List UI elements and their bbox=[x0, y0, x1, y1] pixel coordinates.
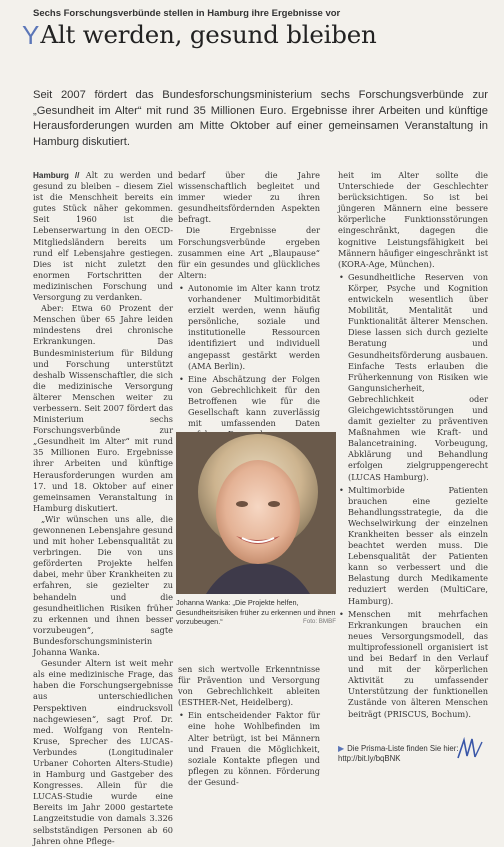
col1-paragraph-2: Aber: Etwa 60 Prozent der Menschen über 65 Jahre leiden mindestens drei chronische Erkrankungen. Das Bundesministerium für Bildung und Forschung unterstützt deshalb Wissenschaftler, die sich die medizinische Versorgung älterer Menschen weiter zu verbessern. Seit 2007 fördert das Ministerium sechs Forschungsverbünde zur „Gesundheit im Alter“ mit rund 35 Millionen Euro. Ergebnisse ihrer Arbeiten und künftige Herausforderungen wurden am 17. und 18. Oktober auf einer gemeinsamen Veranstaltung in Hamburg diskutiert. bbox=[33, 303, 173, 513]
dateline: Hamburg // bbox=[33, 171, 80, 180]
caption-text: Johanna Wanka: „Die Projekte helfen, Gesundheitsrisiken früher zu erkennen und ihnen vorzubeugen.“ bbox=[176, 598, 336, 626]
col2b-list bbox=[178, 710, 320, 788]
section-mark-icon: Y bbox=[22, 20, 40, 50]
col2b-paragraph-1: sen sich wertvolle Erkenntnisse für Prävention und Versorgung von Gebrechlichkeit ableiten (ESTHER-Net, Heidelberg). bbox=[178, 664, 320, 708]
list-item: • Autonomie im Alter kann trotz vorhandener Multimorbidität erzielt werden, wenn häufig persönliche, soziale und institutionelle Ressourcen identifiziert und individuell angepasst gestärkt werden (AMA Berlin). bbox=[188, 283, 320, 372]
col3-paragraph-1: heit im Alter sollte die Unterschiede der Geschlechter berücksichtigen. So ist bei jüngeren Männern eine bessere körperliche Funktionsstörungen eingeschränkt, dagegen die kognitive Leistungsfähigkeit bei Männern häufiger eingeschränkt ist (KORA-Age, München). bbox=[338, 170, 488, 269]
col1-text-1: Alt zu werden und gesund zu bleiben – diesem Ziel ist die Menschheit bereits ein gutes Stück näher gekommen. Seit 1960 ist die Lebenserwartung in den OECD-Mitgliedsländern bereits um rund elf Lebensjahre gestiegen. Dies ist nicht zuletzt den enormen Fortschritten der medizinischen Forschung und Versorgung zu verdanken. bbox=[33, 170, 174, 303]
col1-paragraph-3: „Wir wünschen uns alle, die gewonnenen Lebensjahre gesund und mit hoher Lebensqualität zu verbringen. Die von uns geförderten Projekte helfen dabei, mehr über Krankheiten zu erfahren, sie gezielter zu behandeln und die gesundheitlichen Risiken früher zu erkennen und ihnen besser vorzubeugen“, sagte Bundesforschungsministerin Johanna Wanka. bbox=[33, 513, 173, 658]
col3-list bbox=[338, 272, 488, 720]
col2-paragraph-2: Die Ergebnisse der Forschungsverbünde ergeben zusammen eine Art „Blaupause“ für ein gesundes und glückliches Altern: bbox=[178, 225, 320, 280]
signature-icon bbox=[455, 736, 485, 762]
col2-paragraph-1: bedarf über die Jahre wissenschaftlich begleitet und immer wieder zu ihren gesundheitsfördernden Aspekten befragt. bbox=[178, 170, 320, 225]
photo-caption bbox=[176, 598, 336, 627]
list-item: • Ein entscheidender Faktor für eine hohe Wohlbefinden im Alter betrügt, ist bei Männern und Frauen die Möglichkeit, soziale Kontakte pflegen und pflegen zu können. Förderung der Gesund- bbox=[188, 710, 320, 788]
column-1 bbox=[33, 170, 173, 847]
arrow-right-icon: ▶ bbox=[338, 744, 345, 753]
list-item: • Multimorbide Patienten brauchen eine gezielte Behandlungsstrategie, da die Wechselwirkung der einzelnen Krankheiten besser als einzeln beachtet werden muss. Die Lebensqualität der Patienten kann so verbessert und die Belastung durch Medikamente reduziert werden (MultiCare, Hamburg). bbox=[348, 485, 488, 607]
lead-paragraph: Seit 2007 fördert das Bundesforschungsministerium sechs Forschungsverbünde zur „Gesundheit im Alter“ mit rund 35 Millionen Euro. Ergebnisse ihrer Arbeiten und künftige Herausforderungen wurden am Mitte Oktober auf einer gemeinsamen Veranstaltung in Hamburg diskutiert. bbox=[33, 89, 488, 148]
column-3 bbox=[338, 170, 488, 722]
kicker: Sechs Forschungsverbünde stellen in Hamburg ihre Ergebnisse vor bbox=[33, 8, 341, 19]
col1-paragraph-4: Gesunder Altern ist weit mehr als eine medizinische Frage, das haben die Forschungsergebnisse aus unterschiedlichen Perspektiven eindrucksvoll nachgewiesen“, sagt Prof. Dr. med. Wolfgang von Renteln-Kruse, Sprecher des LUCAS-Verbundes (Longitudinaler Urbaner Cohorten Alters-Studie) in Hamburg und Gastgeber des Kongresses. Allein für die LUCAS-Studie wurde eine Bereits im Jahr 2000 gestartete Langzeitstudie von damals 3.326 selbstständigen Personen ab 60 Jahren ohne Pflege- bbox=[33, 658, 173, 846]
portrait-photo bbox=[176, 432, 336, 594]
list-item: • Eine Abschätzung der Folgen von Gebrechlichkeit für den Betroffenen wie für die Gesellschaft kann zuverlässig mit umfassenden Daten bbox=[188, 374, 320, 441]
column-2-continued bbox=[178, 664, 320, 788]
list-item: • Gesundheitliche Reserven von Körper, Psyche und Kognition entwickeln wesentlich über Mobilität, Mentalität und Funktionalität älterer Menschen. Diese lassen sich durch gezielte Beratung und Gesundheitsförderung ausbauen. Einfache Tests erlauben die Früherkennung von Risiken wie Gangunsicherheit, Gebrechlichkeit oder Gleichgewichtsstörungen und damit gezielter zu präventiven Maßnahmen wie Kraft- und Balancetraining. Vorbeugung, Abklärung und Behandlung erfolgen zielgruppengerecht (LUCAS Hamburg). bbox=[348, 272, 488, 483]
column-2 bbox=[178, 170, 320, 442]
list-item: • Menschen mit mehrfachen Erkrankungen brauchen ein neues Versorgungsmodell, das multiprofessionell organisiert ist und bei Bedarf in den Verlauf und mit der körperlichen Aktivität zu umfassender Unterstützung der funktionellen Zustände von älteren Menschen beiträgt (PRISCUS, Bochum). bbox=[348, 609, 488, 720]
footer-link-text[interactable]: Die Prisma-Liste finden Sie hier: http://bit.ly/bqBNK bbox=[338, 744, 459, 763]
photo-credit: Foto: BMBF bbox=[302, 618, 336, 625]
col2-list bbox=[178, 283, 320, 440]
headline-block bbox=[22, 20, 377, 50]
portrait-illustration bbox=[176, 432, 336, 594]
col1-paragraph-1 bbox=[33, 170, 173, 303]
headline: Alt werden, gesund bleiben bbox=[40, 20, 377, 49]
